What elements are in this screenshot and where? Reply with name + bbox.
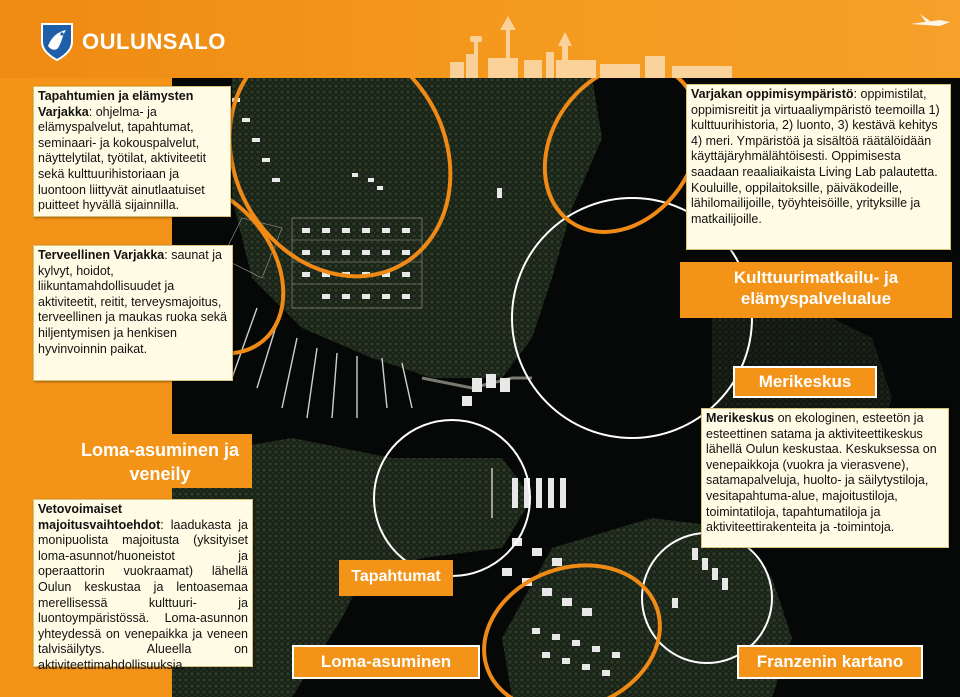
oppimis-title: Varjakan oppimisympäristö [691, 87, 854, 101]
terveellinen-title: Terveellinen Varjakka [38, 248, 165, 262]
tapahtumien-box [33, 86, 231, 217]
oppimis-box [686, 84, 951, 250]
loma-asuminen-text: : laadukasta ja monipuolista majoitusta (yksityiset loma-asunnot/huoneistot ja operaattorin vuokraamat) lähellä Oulun keskustaa ja lentoasemaa merellisessä kulttuuri- ja luontoympäristössä. Loma-asunnon yhteydessä on venepaikka ja veneen talvisäilytys. Alueella on aktiviteettimahdollisuuksia. [38, 517, 248, 672]
loma-asuminen-box [33, 499, 253, 672]
terveellinen-box [33, 245, 233, 381]
loma-asuminen-title: Vetovoimaiset majoitusvaihtoehdot [38, 502, 161, 532]
franzenin-label: Franzenin kartano [737, 645, 923, 679]
kulttuuri-label: Kulttuurimatkailu- ja elämyspalvelualue [680, 262, 952, 318]
tapahtumien-text: : ohjelma- ja elämyspalvelut, tapahtumat, seminaari- ja kokouspalvelut, näyttelytilat, työtilat, aktiviteetit sekä kulttuurihistoriaan ja luontoon liittyvät ainutlaatuiset puitteet hyvällä sijainnilla. [38, 104, 207, 213]
loma-asuminen-label: Loma-asuminen [292, 645, 480, 679]
oppimis-text: : oppimistilat, oppimisreitit ja virtuaaliympäristö teemoilla 1) kulttuurihistoria, 2) luonto, 3) kestävä kehitys 4) meri. Ympäristöä ja sisältöä räätälöidään käyttäjäryhmälähtöisesti. Oppimisesta saadaan reaaliaikaista Living Lab palautetta. Kouluille, oppilaitoksille, päiväkodeille, lähilomailijoille, työyhteisöille, yrityksille ja matkailijoille. [691, 87, 940, 226]
brand-name: OULUNSALO [82, 29, 226, 54]
bird-shield-icon [40, 22, 74, 62]
skyline-illustration [440, 10, 960, 78]
terveellinen-text: : saunat ja kylvyt, hoidot, liikuntamahdollisuudet ja aktiviteetit, reitit, terveysmajoitus, terveellinen ja maukas ruoka sekä hiljentymisen ja henkisen hyvinvoinnin paikat. [38, 248, 227, 356]
tapahtumat-label: Tapahtumat [339, 560, 453, 596]
tapahtumien-title: Tapahtumien ja elämysten Varjakka [38, 89, 194, 119]
loma-asuminen-heading: Loma-asuminen ja veneily [68, 434, 252, 488]
merikeskus-label: Merikeskus [733, 366, 877, 398]
merikeskus-title: Merikeskus [706, 411, 775, 425]
airplane-icon [910, 14, 950, 26]
brand [40, 22, 226, 62]
merikeskus-text: on ekologinen, esteetön ja esteettinen satama ja aktiviteettikeskus lähellä Oulun keskustaa. Keskuksessa on venepaikkoja (vuokra ja vierasvene), satamapalveluja, huolto- ja säilytystiloja, vesitapahtuma-alue, majoitustiloja, toimintatiloja, tapahtumatiloja ja aktiviteettirakenteita ja -toimintoja. [706, 411, 937, 535]
merikeskus-box [701, 408, 949, 548]
